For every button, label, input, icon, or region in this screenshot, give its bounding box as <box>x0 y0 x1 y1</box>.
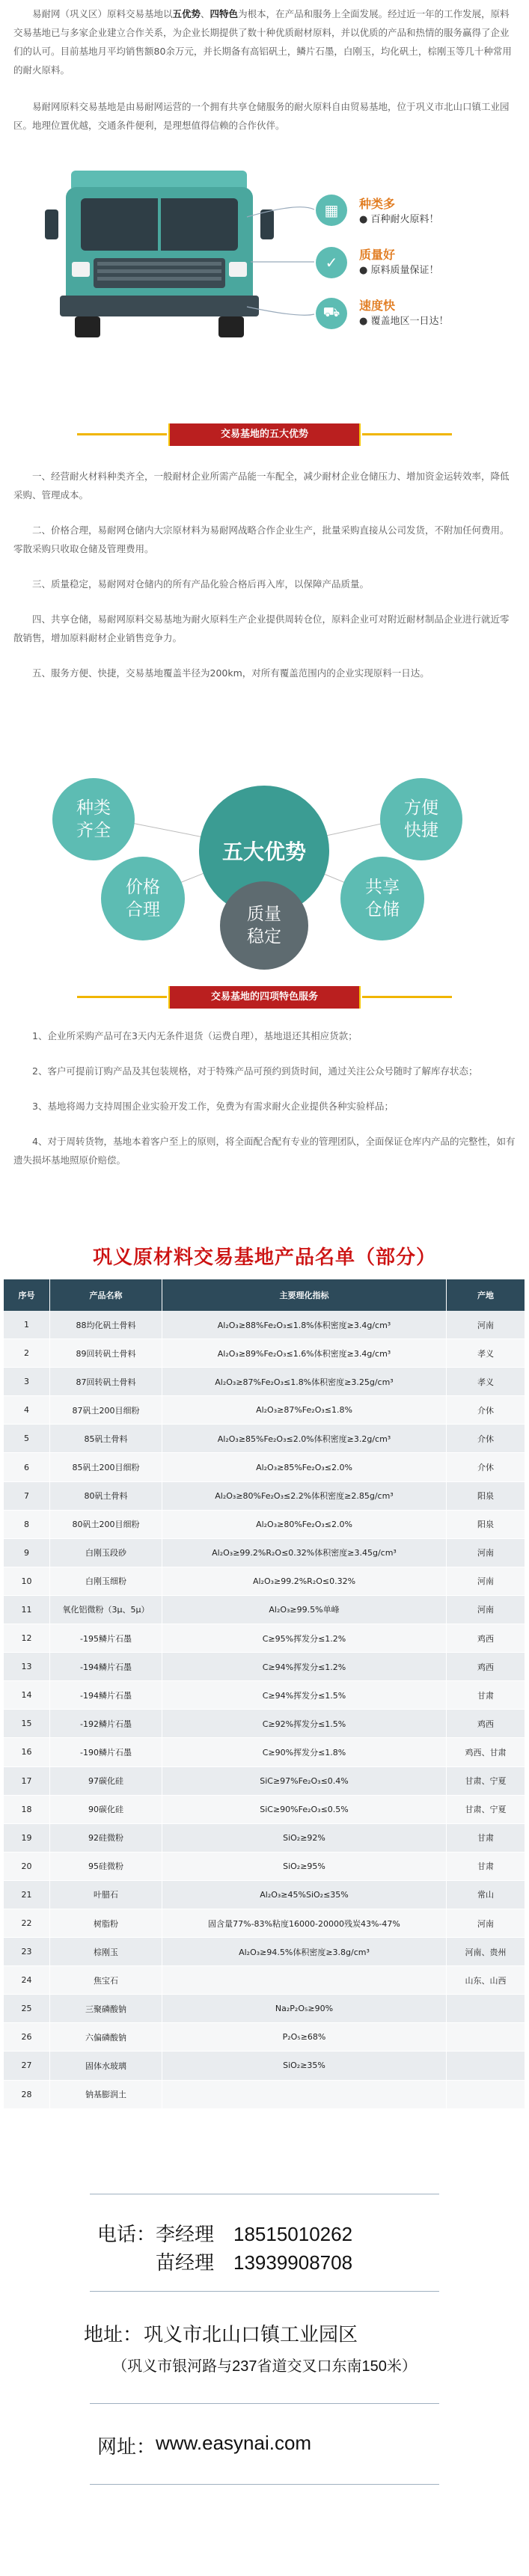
table-row <box>4 1624 525 1653</box>
advantage-1: 一、经营耐火材料种类齐全，一般耐材企业所需产品能一车配全，减少耐材企业仓储压力、增加资金运转效率，降低采购、管理成本。 <box>13 471 510 501</box>
intro-text-e: 为根本，在产品和服务上全面发展。经过近一年的工作发展，原料交易基地已与多家企业建立合作关系，为企业长期提供了数十种优质耐材原料，并以优质的产品和热情的服务赢得了企业们的认可。目前基地月平均销售额80余万元，并长期备有高铝矾土，鳞片石墨，白刚玉，均化矾土，棕刚玉等几十种常用的耐火原料。 <box>13 8 512 76</box>
table-row <box>4 1482 525 1511</box>
cell-specs: C≥94%挥发分≤1.5% <box>162 1681 447 1710</box>
cell-specs: Al₂O₃≥99.2%R₂O≤0.32% <box>162 1567 447 1596</box>
cell-product-name: 氧化铝微粉（3μ、5μ） <box>50 1596 162 1624</box>
cell-origin: 孝义 <box>447 1368 525 1396</box>
table-row <box>4 2081 525 2109</box>
cell-product-name: 85矾土骨料 <box>50 1425 162 1453</box>
cell-origin: 孝义 <box>447 1339 525 1368</box>
table-row <box>4 1567 525 1596</box>
cell-product-name: 棕刚玉 <box>50 1938 162 1966</box>
services-section <box>0 1027 529 1169</box>
cell-product-name: -190鳞片石墨 <box>50 1738 162 1766</box>
cell-index: 11 <box>4 1596 50 1624</box>
cell-specs: C≥90%挥发分≤1.8% <box>162 1738 447 1766</box>
cell-product-name: 叶腊石 <box>50 1881 162 1909</box>
divider-lower <box>90 2403 439 2404</box>
cell-product-name: 80矾土200目细粉 <box>50 1511 162 1539</box>
cell-origin: 介休 <box>447 1425 525 1453</box>
table-row <box>4 1539 525 1567</box>
cell-specs: SiC≥97%Fe₂O₃≤0.4% <box>162 1767 447 1796</box>
cell-index: 13 <box>4 1653 50 1681</box>
cell-index: 8 <box>4 1511 50 1539</box>
cell-origin: 阳泉 <box>447 1511 525 1539</box>
cell-index: 10 <box>4 1567 50 1596</box>
phone-label: 电话： <box>97 2223 156 2245</box>
truck-small-icon: ⛟ <box>316 298 347 329</box>
feature-3-desc: ● 覆盖地区一日达！ <box>359 316 449 327</box>
cell-index: 25 <box>4 1995 50 2023</box>
truck-illustration <box>0 157 529 344</box>
cell-specs: Al₂O₃≥99.5%单峰 <box>162 1596 447 1624</box>
cell-specs: SiO₂≥35% <box>162 2052 447 2080</box>
cell-origin: 甘肃、宁夏 <box>447 1796 525 1824</box>
table-row <box>4 1710 525 1738</box>
cell-specs: C≥95%挥发分≤1.2% <box>162 1624 447 1653</box>
table-header-row <box>4 1279 525 1311</box>
address-label: 地址： <box>84 2323 143 2346</box>
cell-specs: Al₂O₃≥85%Fe₂O₃≤2.0%体积密度≥3.2g/cm³ <box>162 1425 447 1453</box>
service-1: 1、企业所采购产品可在3天内无条件退货（运费自理），基地退还其相应货款； <box>32 1030 358 1041</box>
table-row <box>4 1767 525 1796</box>
cell-specs: SiO₂≥92% <box>162 1824 447 1853</box>
cell-origin: 鸡西、甘肃 <box>447 1738 525 1766</box>
cell-product-name: -195鳞片石墨 <box>50 1624 162 1653</box>
cell-index: 15 <box>4 1710 50 1738</box>
cell-index: 4 <box>4 1396 50 1425</box>
site-label: 网址： <box>97 2435 156 2458</box>
cell-origin: 河南 <box>447 1311 525 1339</box>
cell-product-name: 白刚玉段砂 <box>50 1539 162 1567</box>
cell-index: 20 <box>4 1853 50 1881</box>
table-row <box>4 1881 525 1909</box>
table-row <box>4 1966 525 1995</box>
advantage-2: 二、价格合理，易耐网仓储内大宗原材料为易耐网战略合作企业生产，批量采购直接从公司发货，不附加任何费用。零散采购只收取仓储及管理费用。 <box>13 524 510 554</box>
cell-origin: 介休 <box>447 1453 525 1481</box>
cell-origin: 河南、贵州 <box>447 1938 525 1966</box>
table-row <box>4 1596 525 1624</box>
cell-index: 26 <box>4 2023 50 2052</box>
product-table <box>4 1279 525 2109</box>
feature-1-title: 种类多 <box>359 197 396 211</box>
cell-origin <box>447 2081 525 2109</box>
phone-person-2: 苗经理 13939908708 <box>156 2251 353 2274</box>
cell-specs: Al₂O₃≥87%Fe₂O₃≤1.8% <box>162 1396 447 1425</box>
cell-origin: 甘肃 <box>447 1824 525 1853</box>
cell-product-name: 95硅微粉 <box>50 1853 162 1881</box>
cell-origin <box>447 2023 525 2052</box>
intro-text-a: 易耐网（巩义区）原料交易基地以 <box>32 8 173 19</box>
address-detail: （巩义市银河路与237省道交叉口东南150米） <box>112 2358 417 2375</box>
four-services-banner: 交易基地的四项特色服务 <box>168 986 361 1009</box>
advantages-section <box>0 467 529 682</box>
table-row <box>4 1853 525 1881</box>
table-row <box>4 2023 525 2052</box>
cell-product-name: 89回转矾土骨料 <box>50 1339 162 1368</box>
cell-index: 21 <box>4 1881 50 1909</box>
cell-specs: C≥94%挥发分≤1.2% <box>162 1653 447 1681</box>
cell-specs: Al₂O₃≥99.2%R₂O≤0.32%体积密度≥3.45g/cm³ <box>162 1539 447 1567</box>
cell-specs: Al₂O₃≥80%Fe₂O₃≤2.2%体积密度≥2.85g/cm³ <box>162 1482 447 1511</box>
cell-product-name: 85矾土200目细粉 <box>50 1453 162 1481</box>
cell-specs: C≥92%挥发分≤1.5% <box>162 1710 447 1738</box>
table-row <box>4 1909 525 1938</box>
cell-index: 23 <box>4 1938 50 1966</box>
table-row <box>4 2052 525 2080</box>
service-4: 4、对于周转货物，基地本着客户至上的原则，将全面配合配有专业的管理团队，全面保证仓库内产品的完整性，如有遗失损坏基地照原价赔偿。 <box>13 1136 516 1166</box>
cell-index: 19 <box>4 1824 50 1853</box>
cell-specs <box>162 2081 447 2109</box>
cell-specs: 固含量77%-83%粘度16000-20000残炭43%-47% <box>162 1909 447 1938</box>
table-row <box>4 1453 525 1481</box>
cell-product-name: 焦宝石 <box>50 1966 162 1995</box>
cell-product-name: -194鳞片石墨 <box>50 1653 162 1681</box>
cell-product-name: 白刚玉细粉 <box>50 1567 162 1596</box>
table-row <box>4 1681 525 1710</box>
feature-3-desc-text: 覆盖地区一日达！ <box>370 316 449 327</box>
cell-product-name: 固体水玻璃 <box>50 2052 162 2080</box>
table-row <box>4 1653 525 1681</box>
cell-product-name: -194鳞片石墨 <box>50 1681 162 1710</box>
divider-middle <box>90 2291 439 2292</box>
intro-paragraph-2: 易耐网原料交易基地是由易耐网运营的一个拥有共享仓储服务的耐火原料自由贸易基地，位于巩义市北山口镇工业园区。地理位置优越，交通条件便利，是理想值得信赖的合作伙伴。 <box>13 101 510 131</box>
wheel-item-fast: 方便 快捷 <box>380 778 462 860</box>
cell-origin: 鸡西 <box>447 1653 525 1681</box>
cell-specs: Al₂O₃≥89%Fe₂O₃≤1.6%体积密度≥3.4g/cm³ <box>162 1339 447 1368</box>
cell-origin: 鸡西 <box>447 1710 525 1738</box>
cell-origin: 常山 <box>447 1881 525 1909</box>
cell-origin: 河南 <box>447 1567 525 1596</box>
truck-icon <box>45 171 274 337</box>
cell-index: 27 <box>4 2052 50 2080</box>
cell-product-name: 88均化矾土骨料 <box>50 1311 162 1339</box>
table-body <box>4 1311 525 2109</box>
phone-person-1: 李经理 18515010262 <box>156 2223 353 2245</box>
cell-product-name: 树脂粉 <box>50 1909 162 1938</box>
wheel-item-variety: 种类 齐全 <box>52 778 135 860</box>
service-2: 2、客户可提前订购产品及其包装规格，对于特殊产品可预约到货时间，通过关注公众号随时了解库存状态； <box>32 1065 478 1077</box>
cell-product-name: 87矾土200目细粉 <box>50 1396 162 1425</box>
cell-index: 24 <box>4 1966 50 1995</box>
cell-index: 7 <box>4 1482 50 1511</box>
cell-product-name: 97碳化硅 <box>50 1767 162 1796</box>
truck-section <box>0 157 529 344</box>
wheel-item-price: 价格 合理 <box>101 857 185 940</box>
service-3: 3、基地将竭力支持周围企业实验开发工作，免费为有需求耐火企业提供各种实验样品； <box>32 1101 394 1112</box>
feature-3-title: 速度快 <box>359 299 396 313</box>
table-row <box>4 1995 525 2023</box>
cell-index: 16 <box>4 1738 50 1766</box>
feature-1-desc-text: 百种耐火原料！ <box>370 214 439 225</box>
intro-section <box>0 4 529 135</box>
cell-product-name: 92硅微粉 <box>50 1824 162 1853</box>
cell-product-name: -192鳞片石墨 <box>50 1710 162 1738</box>
header-origin: 产地 <box>447 1279 525 1311</box>
cell-index: 14 <box>4 1681 50 1710</box>
cell-product-name: 钠基膨润土 <box>50 2081 162 2109</box>
cell-index: 1 <box>4 1311 50 1339</box>
cell-specs: SiO₂≥95% <box>162 1853 447 1881</box>
header-product-name: 产品名称 <box>50 1279 162 1311</box>
advantage-4: 四、共享仓储，易耐网原料交易基地为耐火原料生产企业提供周转仓位，原料企业可对附近耐材制品企业进行就近零散销售，增加原料耐材企业销售竞争力。 <box>13 614 510 643</box>
intro-text-bold-1: 五优势 <box>172 8 201 19</box>
cell-product-name: 六偏磷酸钠 <box>50 2023 162 2052</box>
intro-text-c: 、 <box>201 8 210 19</box>
table-row <box>4 1425 525 1453</box>
cell-origin: 山东、山西 <box>447 1966 525 1995</box>
cell-index: 17 <box>4 1767 50 1796</box>
cell-index: 9 <box>4 1539 50 1567</box>
cell-specs: Al₂O₃≥94.5%体积密度≥3.8g/cm³ <box>162 1938 447 1966</box>
cell-index: 2 <box>4 1339 50 1368</box>
feature-2-desc-text: 原料质量保证！ <box>370 265 439 276</box>
advantage-3: 三、质量稳定，易耐网对仓储内的所有产品化验合格后再入库，以保障产品质量。 <box>32 578 370 590</box>
cell-specs: Al₂O₃≥45%SiO₂≤35% <box>162 1881 447 1909</box>
advantages-wheel <box>0 741 529 965</box>
cell-origin: 河南 <box>447 1539 525 1567</box>
cell-origin: 阳泉 <box>447 1482 525 1511</box>
header-index: 序号 <box>4 1279 50 1311</box>
address-text: 巩义市北山口镇工业园区 <box>144 2323 358 2346</box>
cell-specs: SiC≥90%Fe₂O₃≤0.5% <box>162 1796 447 1824</box>
cell-specs: P₂O₅≥68% <box>162 2023 447 2052</box>
table-row <box>4 1938 525 1966</box>
cell-index: 12 <box>4 1624 50 1653</box>
cell-product-name: 90碳化硅 <box>50 1796 162 1824</box>
grid-icon: ▦ <box>316 195 347 226</box>
table-row <box>4 1368 525 1396</box>
cell-specs: Al₂O₃≥85%Fe₂O₃≤2.0% <box>162 1453 447 1481</box>
table-row <box>4 1824 525 1853</box>
site-link[interactable]: www.easynai.com <box>156 2432 312 2454</box>
cell-index: 3 <box>4 1368 50 1396</box>
product-list-title: 巩义原材料交易基地产品名单（部分） <box>92 1246 436 1269</box>
cell-origin: 河南 <box>447 1909 525 1938</box>
cell-specs: Al₂O₃≥87%Fe₂O₃≤1.8%体积密度≥3.25g/cm³ <box>162 1368 447 1396</box>
table-row <box>4 1796 525 1824</box>
table-row <box>4 1511 525 1539</box>
cell-index: 6 <box>4 1453 50 1481</box>
intro-text-bold-2: 四特色 <box>210 8 239 19</box>
feature-2-desc: ● 原料质量保证！ <box>359 265 439 276</box>
cell-product-name: 87回转矾土骨料 <box>50 1368 162 1396</box>
cell-origin <box>447 2052 525 2080</box>
intro-paragraph-1 <box>0 4 529 79</box>
cell-product-name: 三聚磷酸钠 <box>50 1995 162 2023</box>
table-row <box>4 1738 525 1766</box>
divider-bottom <box>90 2484 439 2485</box>
cell-specs <box>162 1966 447 1995</box>
feature-1-desc: ● 百种耐火原料！ <box>359 214 439 225</box>
cell-index: 5 <box>4 1425 50 1453</box>
cell-origin: 甘肃 <box>447 1853 525 1881</box>
cell-index: 28 <box>4 2081 50 2109</box>
check-icon: ✓ <box>316 247 347 278</box>
cell-index: 22 <box>4 1909 50 1938</box>
cell-origin: 甘肃、宁夏 <box>447 1767 525 1796</box>
header-specs: 主要理化指标 <box>162 1279 447 1311</box>
cell-specs: Na₂P₂O₅≥90% <box>162 1995 447 2023</box>
cell-origin <box>447 1995 525 2023</box>
feature-2-title: 质量好 <box>359 248 396 262</box>
cell-specs: Al₂O₃≥88%Fe₂O₃≤1.8%体积密度≥3.4g/cm³ <box>162 1311 447 1339</box>
wheel-item-quality: 质量 稳定 <box>220 881 308 970</box>
advantage-5: 五、服务方便、快捷，交易基地覆盖半径为200km，对所有覆盖范围内的企业实现原料一日达。 <box>32 667 429 679</box>
table-row <box>4 1396 525 1425</box>
table-row <box>4 1339 525 1368</box>
cell-product-name: 80矾土骨料 <box>50 1482 162 1511</box>
wheel-item-shared: 共享 仓储 <box>340 857 424 940</box>
cell-specs: Al₂O₃≥80%Fe₂O₃≤2.0% <box>162 1511 447 1539</box>
cell-origin: 介休 <box>447 1396 525 1425</box>
wheel-center: 五大优势 <box>199 786 329 916</box>
five-advantages-banner: 交易基地的五大优势 <box>168 423 361 446</box>
cell-origin: 鸡西 <box>447 1624 525 1653</box>
cell-origin: 甘肃 <box>447 1681 525 1710</box>
cell-index: 18 <box>4 1796 50 1824</box>
cell-origin: 河南 <box>447 1596 525 1624</box>
table-row <box>4 1311 525 1339</box>
